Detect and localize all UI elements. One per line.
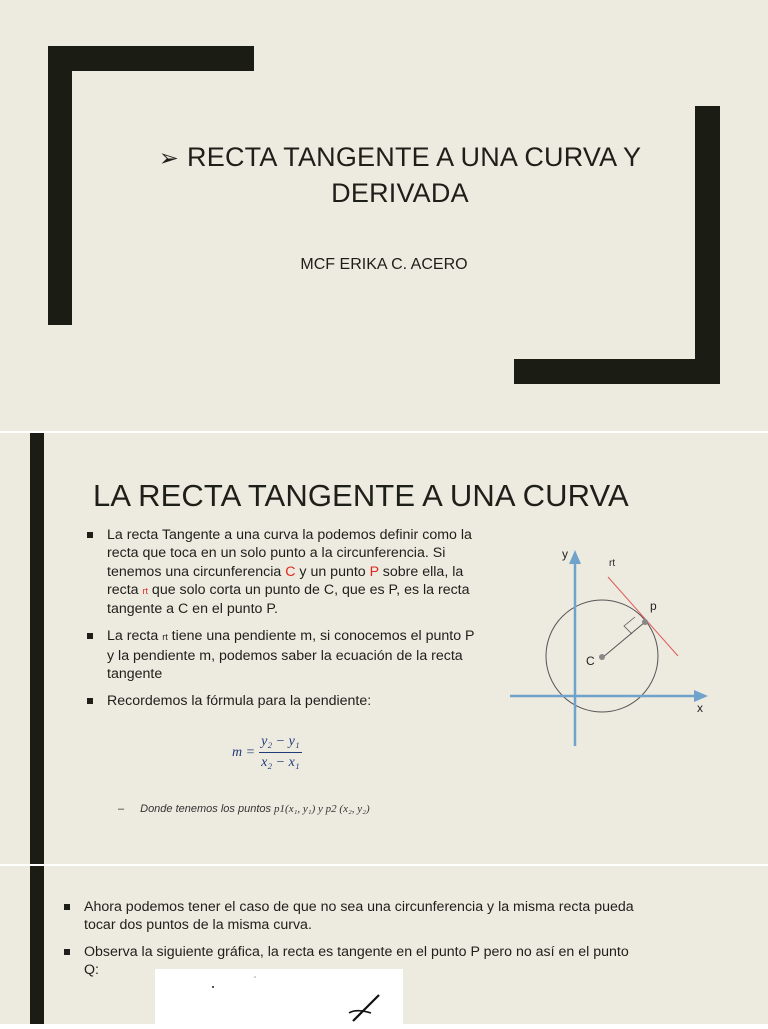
title-slide bbox=[0, 0, 768, 431]
point-label-p: P bbox=[369, 563, 379, 580]
tangent-label-rt: rt bbox=[142, 585, 148, 596]
x-axis-label: x bbox=[697, 701, 703, 715]
note-points: p1(x₁, y₁) y p2 (x₂, y₂) bbox=[274, 803, 370, 815]
curve-graph-image bbox=[155, 969, 403, 1024]
list-item: Ahora podemos tener el caso de que no sea una circunferencia y la misma recta pueda tocar dos puntos de la misma curva. bbox=[62, 898, 647, 935]
note-dash: – bbox=[118, 803, 125, 815]
left-accent-bar bbox=[30, 866, 44, 1024]
bullet-text: sobre ella, la recta bbox=[107, 563, 464, 598]
list-item: Recordemos la fórmula para la pendiente: bbox=[85, 692, 480, 710]
formula-fraction bbox=[259, 734, 302, 771]
arrow-bullet-icon: ➢ bbox=[158, 145, 180, 172]
frame-bar-bottom-right-vertical bbox=[695, 106, 720, 384]
tangent-label-rt: rt bbox=[162, 632, 168, 643]
tangent-circle-diagram bbox=[500, 540, 730, 755]
rt-label: rt bbox=[609, 558, 616, 569]
radius-line bbox=[602, 622, 645, 658]
slide-title bbox=[120, 140, 680, 210]
points-note bbox=[118, 803, 370, 815]
author-name: MCF ERIKA C. ACERO bbox=[300, 256, 468, 273]
slide-title-text: RECTA TANGENTE A UNA CURVA Y DERIVADA bbox=[187, 142, 642, 208]
bullet-text: que solo corta un punto de C, que es P, es la recta tangente a C en el punto P. bbox=[107, 581, 470, 618]
left-accent-bar bbox=[30, 433, 44, 864]
curve-sketch bbox=[155, 969, 403, 1024]
y-axis-label: y bbox=[562, 547, 568, 561]
circle-label-c: C bbox=[285, 563, 296, 580]
note-text: Donde tenemos los puntos bbox=[140, 803, 275, 815]
tangent-point-p bbox=[642, 619, 648, 625]
formula-denominator: x₂ − x₁ bbox=[261, 755, 300, 770]
frame-bar-top-left-horizontal bbox=[48, 46, 254, 71]
formula-lhs: m = bbox=[232, 744, 256, 760]
frame-bar-bottom-right-horizontal bbox=[514, 359, 720, 384]
bullet-text: tiene una pendiente m, si conocemos el punto P y la pendiente m, podemos saber la ecuación de la recta tangente bbox=[107, 628, 475, 683]
bullet-text: La recta Tangente a una curva la podemos definir como la recta que toca en un solo punto a la circunferencia. Si tenemos una circunferencia bbox=[107, 527, 472, 580]
bullet-text: La recta bbox=[107, 628, 163, 645]
section-title: LA RECTA TANGENTE A UNA CURVA bbox=[93, 478, 629, 513]
c-label: C bbox=[586, 654, 595, 668]
frame-bar-top-left-vertical bbox=[48, 46, 72, 325]
list-item bbox=[85, 526, 480, 618]
y-axis-arrow-icon bbox=[569, 550, 581, 564]
formula-numerator: y₂ − y₁ bbox=[259, 734, 302, 753]
p-label: p bbox=[650, 599, 657, 613]
list-item bbox=[85, 627, 480, 683]
tangent-bullet-list bbox=[85, 526, 480, 720]
slope-formula bbox=[232, 734, 302, 771]
list-item: Observa la siguiente gráfica, la recta es tangente en el punto P pero no así en el punto Q: bbox=[62, 943, 647, 980]
bullet-text: y un punto bbox=[295, 563, 370, 580]
center-point-c bbox=[599, 654, 605, 660]
